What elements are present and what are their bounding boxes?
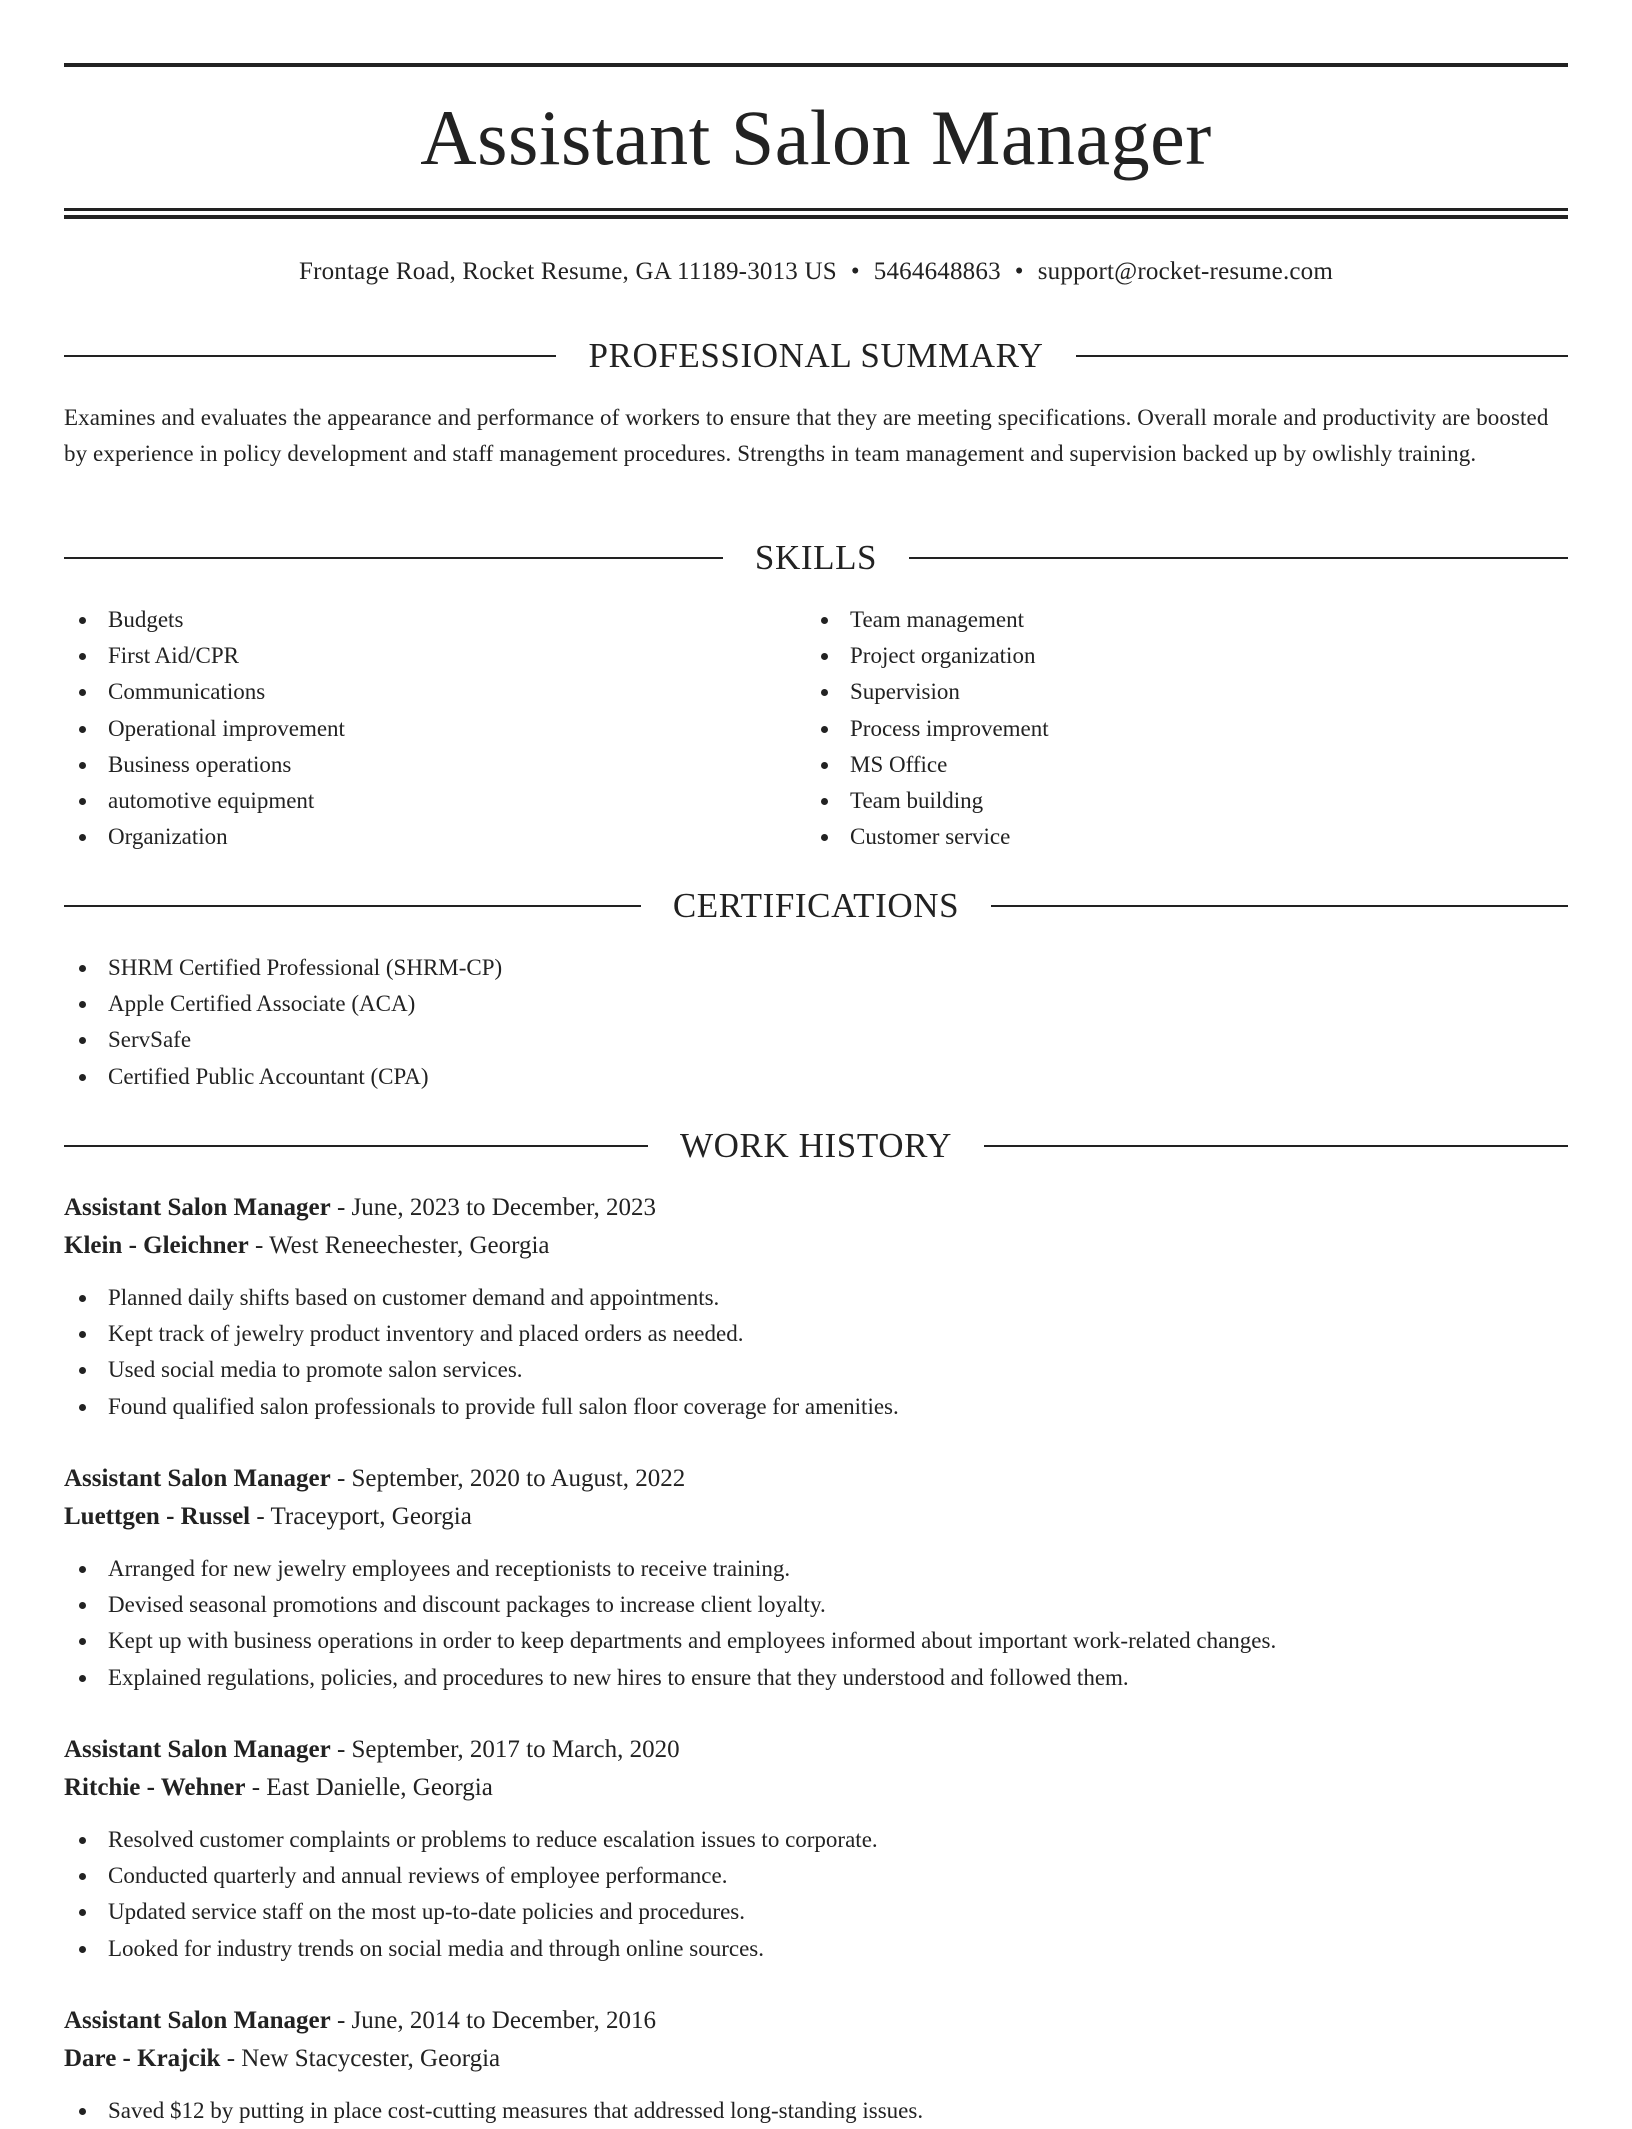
job-company: Ritchie - Wehner	[64, 1774, 246, 1801]
skill-item: MS Office	[806, 747, 1506, 783]
contact-email: support@rocket-resume.com	[1037, 258, 1334, 285]
certification-item: ServSafe	[64, 1022, 1568, 1058]
certifications-heading-label: CERTIFICATIONS	[672, 886, 960, 925]
job-bullets	[64, 2093, 1568, 2129]
skills-heading	[64, 536, 1568, 580]
job-bullet: Found qualified salon professionals to provide full salon floor coverage for amenities.	[64, 1389, 1568, 1425]
skill-item: Team building	[806, 783, 1506, 819]
skills-column-left	[64, 602, 764, 855]
job-bullet: Planned daily shifts based on customer demand and appointments.	[64, 1280, 1568, 1316]
skills-column-right	[806, 602, 1506, 855]
certifications-list	[64, 950, 1568, 1095]
contact-phone: 5464648863	[873, 258, 1001, 285]
job-company: Luettgen - Russel	[64, 1503, 251, 1530]
contact-line	[64, 252, 1568, 292]
skill-item: Communications	[64, 674, 764, 710]
work-history-heading-label: WORK HISTORY	[680, 1126, 952, 1165]
job-entry	[64, 1731, 1568, 1967]
heading-rule-right	[909, 557, 1568, 559]
job-title-line	[64, 1189, 1568, 1227]
summary-text: Examines and evaluates the appearance and performance of workers to ensure that they are meeting specifications. Overall morale and productivity are boosted by experience in policy development and staff management procedures. Strengths in team management and supervision backed up by owlishly training.	[64, 405, 1549, 466]
certification-item: Certified Public Accountant (CPA)	[64, 1059, 1568, 1095]
skill-item: First Aid/CPR	[64, 638, 764, 674]
skills-heading-label: SKILLS	[754, 538, 878, 577]
skill-item: Budgets	[64, 602, 764, 638]
job-bullet: Resolved customer complaints or problems to reduce escalation issues to corporate.	[64, 1822, 1568, 1858]
job-location: - West Reneechester, Georgia	[248, 1232, 550, 1259]
skill-item: Supervision	[806, 674, 1506, 710]
title-rule-upper	[64, 208, 1568, 211]
job-location: - New Stacycester, Georgia	[220, 2045, 501, 2072]
skill-item: Project organization	[806, 638, 1506, 674]
job-bullet: Conducted quarterly and annual reviews of employee performance.	[64, 1858, 1568, 1894]
job-company: Dare - Krajcik	[64, 2045, 221, 2072]
heading-rule-right	[984, 1145, 1568, 1147]
job-dates: - September, 2017 to March, 2020	[330, 1736, 680, 1763]
job-bullet: Devised seasonal promotions and discount packages to increase client loyalty.	[64, 1587, 1568, 1623]
skill-item: automotive equipment	[64, 783, 764, 819]
certification-item: SHRM Certified Professional (SHRM-CP)	[64, 950, 1568, 986]
job-bullets	[64, 1551, 1568, 1696]
job-company: Klein - Gleichner	[64, 1232, 249, 1259]
work-history-heading	[64, 1124, 1568, 1168]
skill-item: Team management	[806, 602, 1506, 638]
certifications-block	[64, 950, 1568, 1095]
job-dates: - June, 2014 to December, 2016	[330, 2007, 656, 2034]
skill-item: Customer service	[806, 819, 1506, 855]
job-bullet: Updated service staff on the most up-to-date policies and procedures.	[64, 1894, 1568, 1930]
job-company-line	[64, 1498, 1568, 1536]
summary-heading	[64, 334, 1568, 378]
skills-list-right	[806, 602, 1506, 855]
skill-item: Organization	[64, 819, 764, 855]
job-title-line	[64, 1460, 1568, 1498]
heading-rule-right	[1076, 355, 1568, 357]
job-title-line	[64, 2002, 1568, 2040]
job-bullet: Explained regulations, policies, and procedures to new hires to ensure that they understood and followed them.	[64, 1660, 1568, 1696]
job-entry	[64, 2002, 1568, 2129]
heading-rule-left	[64, 355, 556, 357]
heading-rule-left	[64, 1145, 648, 1147]
heading-rule-left	[64, 905, 641, 907]
job-bullet: Saved $12 by putting in place cost-cutting measures that addressed long-standing issues.	[64, 2093, 1568, 2129]
skills-list-left	[64, 602, 764, 855]
job-title: Assistant Salon Manager	[64, 1194, 331, 1221]
job-location: - Traceyport, Georgia	[250, 1503, 472, 1530]
resume-title: Assistant Salon Manager	[420, 94, 1212, 181]
heading-rule-left	[64, 557, 723, 559]
job-location: - East Danielle, Georgia	[245, 1774, 493, 1801]
summary-heading-label: PROFESSIONAL SUMMARY	[588, 336, 1044, 375]
skill-item: Business operations	[64, 747, 764, 783]
job-title: Assistant Salon Manager	[64, 1736, 331, 1763]
job-bullet: Used social media to promote salon services.	[64, 1352, 1568, 1388]
certifications-heading	[64, 884, 1568, 928]
contact-separator: •	[850, 258, 860, 285]
title-rule-lower	[64, 215, 1568, 219]
job-title: Assistant Salon Manager	[64, 1465, 331, 1492]
job-bullet: Kept track of jewelry product inventory and placed orders as needed.	[64, 1316, 1568, 1352]
contact-address: Frontage Road, Rocket Resume, GA 11189-3013 US	[298, 258, 837, 285]
job-bullets	[64, 1280, 1568, 1425]
skill-item: Operational improvement	[64, 711, 764, 747]
job-bullets	[64, 1822, 1568, 1967]
top-rule	[64, 63, 1568, 67]
skill-item: Process improvement	[806, 711, 1506, 747]
job-company-line	[64, 1769, 1568, 1807]
job-entry	[64, 1460, 1568, 1696]
contact-separator: •	[1014, 258, 1024, 285]
heading-rule-right	[991, 905, 1568, 907]
job-dates: - September, 2020 to August, 2022	[330, 1465, 686, 1492]
job-bullet: Kept up with business operations in order to keep departments and employees informed about important work-related changes.	[64, 1623, 1568, 1659]
job-company-line	[64, 2040, 1568, 2078]
job-bullet: Looked for industry trends on social media and through online sources.	[64, 1931, 1568, 1967]
job-dates: - June, 2023 to December, 2023	[330, 1194, 656, 1221]
job-company-line	[64, 1227, 1568, 1265]
job-title: Assistant Salon Manager	[64, 2007, 331, 2034]
job-title-line	[64, 1731, 1568, 1769]
job-bullet: Arranged for new jewelry employees and receptionists to receive training.	[64, 1551, 1568, 1587]
job-entry	[64, 1189, 1568, 1425]
certification-item: Apple Certified Associate (ACA)	[64, 986, 1568, 1022]
